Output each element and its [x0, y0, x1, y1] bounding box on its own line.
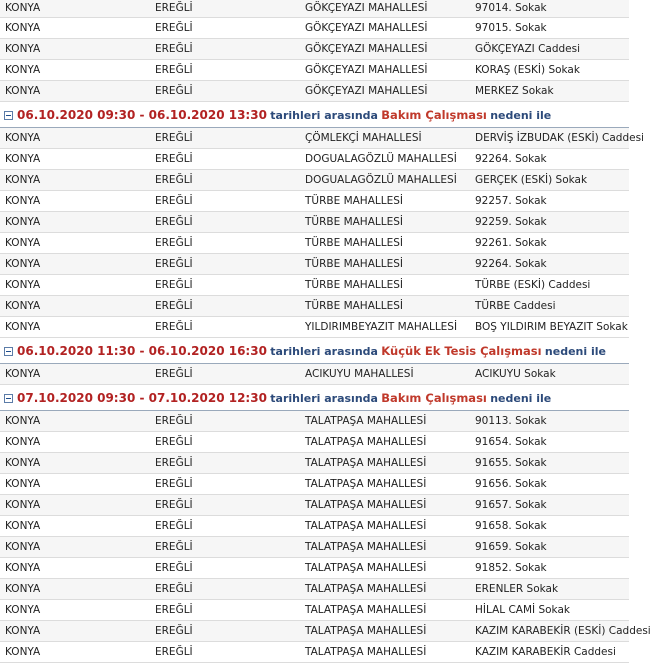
table-row — [0, 364, 629, 385]
table-row — [0, 474, 629, 495]
group-reason: Bakım Çalışması — [381, 108, 487, 122]
street-cell: 91657. Sokak — [475, 499, 547, 511]
street-cell: 92261. Sokak — [475, 237, 547, 249]
street-cell: 92259. Sokak — [475, 216, 547, 228]
neighborhood-cell: GÖKÇEYAZI MAHALLESİ — [305, 43, 428, 55]
province-cell: KONYA — [5, 43, 41, 55]
table-row — [0, 81, 629, 102]
street-cell: TÜRBE (ESKİ) Caddesi — [475, 279, 591, 291]
street-cell: ACIKUYU Sokak — [475, 368, 556, 380]
group-header — [0, 102, 629, 128]
neighborhood-cell: GÖKÇEYAZI MAHALLESİ — [305, 85, 428, 97]
province-cell: KONYA — [5, 646, 41, 658]
street-cell: 97015. Sokak — [475, 22, 547, 34]
table-row — [0, 296, 629, 317]
neighborhood-cell: TÜRBE MAHALLESİ — [305, 258, 403, 270]
street-cell: 92264. Sokak — [475, 153, 547, 165]
district-cell: EREĞLİ — [155, 279, 193, 291]
group-reason: Bakım Çalışması — [381, 391, 487, 405]
street-cell: 91654. Sokak — [475, 436, 547, 448]
table-row — [0, 411, 629, 432]
street-cell: 91659. Sokak — [475, 541, 547, 553]
table-row — [0, 149, 629, 170]
district-cell: EREĞLİ — [155, 85, 193, 97]
province-cell: KONYA — [5, 22, 41, 34]
street-cell: 91658. Sokak — [475, 520, 547, 532]
district-cell: EREĞLİ — [155, 583, 193, 595]
street-cell: ERENLER Sokak — [475, 583, 559, 595]
district-cell: EREĞLİ — [155, 625, 193, 637]
neighborhood-cell: ÇÖMLEKÇİ MAHALLESİ — [305, 132, 422, 144]
district-cell: EREĞLİ — [155, 368, 193, 380]
neighborhood-cell: TALATPAŞA MAHALLESİ — [305, 541, 427, 553]
street-cell: KAZIM KARABEKİR Caddesi — [475, 646, 616, 658]
neighborhood-cell: GÖKÇEYAZI MAHALLESİ — [305, 64, 428, 76]
neighborhood-cell: TÜRBE MAHALLESİ — [305, 279, 403, 291]
table-row — [0, 275, 629, 296]
neighborhood-cell: TALATPAŞA MAHALLESİ — [305, 562, 427, 574]
province-cell: KONYA — [5, 415, 41, 427]
street-cell: GERÇEK (ESKİ) Sokak — [475, 174, 588, 186]
district-cell: EREĞLİ — [155, 153, 193, 165]
table-row — [0, 558, 629, 579]
street-cell: KAZIM KARABEKİR (ESKİ) Caddesi — [475, 625, 651, 637]
table-row — [0, 537, 629, 558]
district-cell: EREĞLİ — [155, 541, 193, 553]
neighborhood-cell: GÖKÇEYAZI MAHALLESİ — [305, 2, 428, 14]
street-cell: TÜRBE Caddesi — [475, 300, 556, 312]
table-row — [0, 579, 629, 600]
street-cell: DERVİŞ İZBUDAK (ESKİ) Caddesi — [475, 132, 644, 144]
table-row — [0, 621, 651, 642]
table-row — [0, 60, 629, 81]
table-row — [0, 254, 629, 275]
neighborhood-cell: YILDIRIMBEYAZIT MAHALLESİ — [305, 321, 458, 333]
neighborhood-cell: TÜRBE MAHALLESİ — [305, 195, 403, 207]
table-row — [0, 18, 629, 39]
neighborhood-cell: TALATPAŞA MAHALLESİ — [305, 625, 427, 637]
district-cell: EREĞLİ — [155, 499, 193, 511]
collapse-minus-icon[interactable] — [4, 111, 13, 120]
group-date-range: 06.10.2020 11:30 - 06.10.2020 16:30 — [17, 344, 267, 358]
province-cell: KONYA — [5, 583, 41, 595]
street-cell: HİLAL CAMİ Sokak — [475, 604, 570, 616]
table-row — [0, 170, 629, 191]
neighborhood-cell: TALATPAŞA MAHALLESİ — [305, 583, 427, 595]
table-row — [0, 642, 629, 663]
neighborhood-cell: TALATPAŞA MAHALLESİ — [305, 499, 427, 511]
province-cell: KONYA — [5, 321, 41, 333]
table-row — [0, 233, 629, 254]
street-cell: MERKEZ Sokak — [475, 85, 554, 97]
neighborhood-cell: DOGUALAGÖZLÜ MAHALLESİ — [305, 153, 457, 165]
district-cell: EREĞLİ — [155, 457, 193, 469]
district-cell: EREĞLİ — [155, 64, 193, 76]
province-cell: KONYA — [5, 2, 41, 14]
table-row — [0, 495, 629, 516]
table-row — [0, 516, 629, 537]
province-cell: KONYA — [5, 436, 41, 448]
group-between-text: tarihleri arasında — [270, 109, 378, 122]
neighborhood-cell: TÜRBE MAHALLESİ — [305, 300, 403, 312]
street-cell: KORAŞ (ESKİ) Sokak — [475, 64, 580, 76]
table-row — [0, 317, 629, 338]
province-cell: KONYA — [5, 300, 41, 312]
province-cell: KONYA — [5, 64, 41, 76]
province-cell: KONYA — [5, 625, 41, 637]
province-cell: KONYA — [5, 132, 41, 144]
district-cell: EREĞLİ — [155, 22, 193, 34]
district-cell: EREĞLİ — [155, 436, 193, 448]
district-cell: EREĞLİ — [155, 646, 193, 658]
district-cell: EREĞLİ — [155, 216, 193, 228]
street-cell: 97014. Sokak — [475, 2, 547, 14]
collapse-minus-icon[interactable] — [4, 347, 13, 356]
table-row — [0, 453, 629, 474]
street-cell: GÖKÇEYAZI Caddesi — [475, 43, 581, 55]
province-cell: KONYA — [5, 368, 41, 380]
table-row — [0, 212, 629, 233]
table-row — [0, 600, 629, 621]
neighborhood-cell: ACIKUYU MAHALLESİ — [305, 368, 414, 380]
collapse-minus-icon[interactable] — [4, 394, 13, 403]
neighborhood-cell: TÜRBE MAHALLESİ — [305, 237, 403, 249]
district-cell: EREĞLİ — [155, 174, 193, 186]
province-cell: KONYA — [5, 457, 41, 469]
province-cell: KONYA — [5, 258, 41, 270]
province-cell: KONYA — [5, 174, 41, 186]
group-header — [0, 385, 629, 411]
group-suffix: nedeni ile — [490, 109, 552, 122]
province-cell: KONYA — [5, 85, 41, 97]
province-cell: KONYA — [5, 562, 41, 574]
province-cell: KONYA — [5, 478, 41, 490]
district-cell: EREĞLİ — [155, 43, 193, 55]
province-cell: KONYA — [5, 216, 41, 228]
table-row — [0, 0, 629, 18]
district-cell: EREĞLİ — [155, 300, 193, 312]
neighborhood-cell: TALATPAŞA MAHALLESİ — [305, 436, 427, 448]
district-cell: EREĞLİ — [155, 478, 193, 490]
province-cell: KONYA — [5, 237, 41, 249]
group-date-range: 06.10.2020 09:30 - 06.10.2020 13:30 — [17, 108, 267, 122]
street-cell: 91656. Sokak — [475, 478, 547, 490]
district-cell: EREĞLİ — [155, 195, 193, 207]
group-suffix: nedeni ile — [490, 392, 552, 405]
province-cell: KONYA — [5, 279, 41, 291]
neighborhood-cell: TÜRBE MAHALLESİ — [305, 216, 403, 228]
neighborhood-cell: TALATPAŞA MAHALLESİ — [305, 457, 427, 469]
province-cell: KONYA — [5, 195, 41, 207]
neighborhood-cell: DOGUALAGÖZLÜ MAHALLESİ — [305, 174, 457, 186]
district-cell: EREĞLİ — [155, 520, 193, 532]
table-row — [0, 432, 629, 453]
table-row — [0, 39, 629, 60]
district-cell: EREĞLİ — [155, 562, 193, 574]
group-between-text: tarihleri arasında — [270, 345, 378, 358]
group-between-text: tarihleri arasında — [270, 392, 378, 405]
street-cell: BOŞ YILDIRIM BEYAZIT Sokak — [475, 321, 628, 333]
district-cell: EREĞLİ — [155, 415, 193, 427]
province-cell: KONYA — [5, 153, 41, 165]
group-reason: Küçük Ek Tesis Çalışması — [381, 344, 542, 358]
district-cell: EREĞLİ — [155, 258, 193, 270]
group-header — [0, 338, 629, 364]
province-cell: KONYA — [5, 604, 41, 616]
neighborhood-cell: TALATPAŞA MAHALLESİ — [305, 478, 427, 490]
street-cell: 91655. Sokak — [475, 457, 547, 469]
province-cell: KONYA — [5, 499, 41, 511]
district-cell: EREĞLİ — [155, 321, 193, 333]
district-cell: EREĞLİ — [155, 604, 193, 616]
street-cell: 92264. Sokak — [475, 258, 547, 270]
neighborhood-cell: GÖKÇEYAZI MAHALLESİ — [305, 22, 428, 34]
neighborhood-cell: TALATPAŞA MAHALLESİ — [305, 415, 427, 427]
street-cell: 91852. Sokak — [475, 562, 547, 574]
street-cell: 92257. Sokak — [475, 195, 547, 207]
neighborhood-cell: TALATPAŞA MAHALLESİ — [305, 646, 427, 658]
neighborhood-cell: TALATPAŞA MAHALLESİ — [305, 520, 427, 532]
province-cell: KONYA — [5, 541, 41, 553]
province-cell: KONYA — [5, 520, 41, 532]
table-row — [0, 191, 629, 212]
neighborhood-cell: TALATPAŞA MAHALLESİ — [305, 604, 427, 616]
district-cell: EREĞLİ — [155, 237, 193, 249]
table-row — [0, 128, 644, 149]
district-cell: EREĞLİ — [155, 2, 193, 14]
group-suffix: nedeni ile — [544, 345, 606, 358]
group-date-range: 07.10.2020 09:30 - 07.10.2020 12:30 — [17, 391, 267, 405]
street-cell: 90113. Sokak — [475, 415, 547, 427]
district-cell: EREĞLİ — [155, 132, 193, 144]
